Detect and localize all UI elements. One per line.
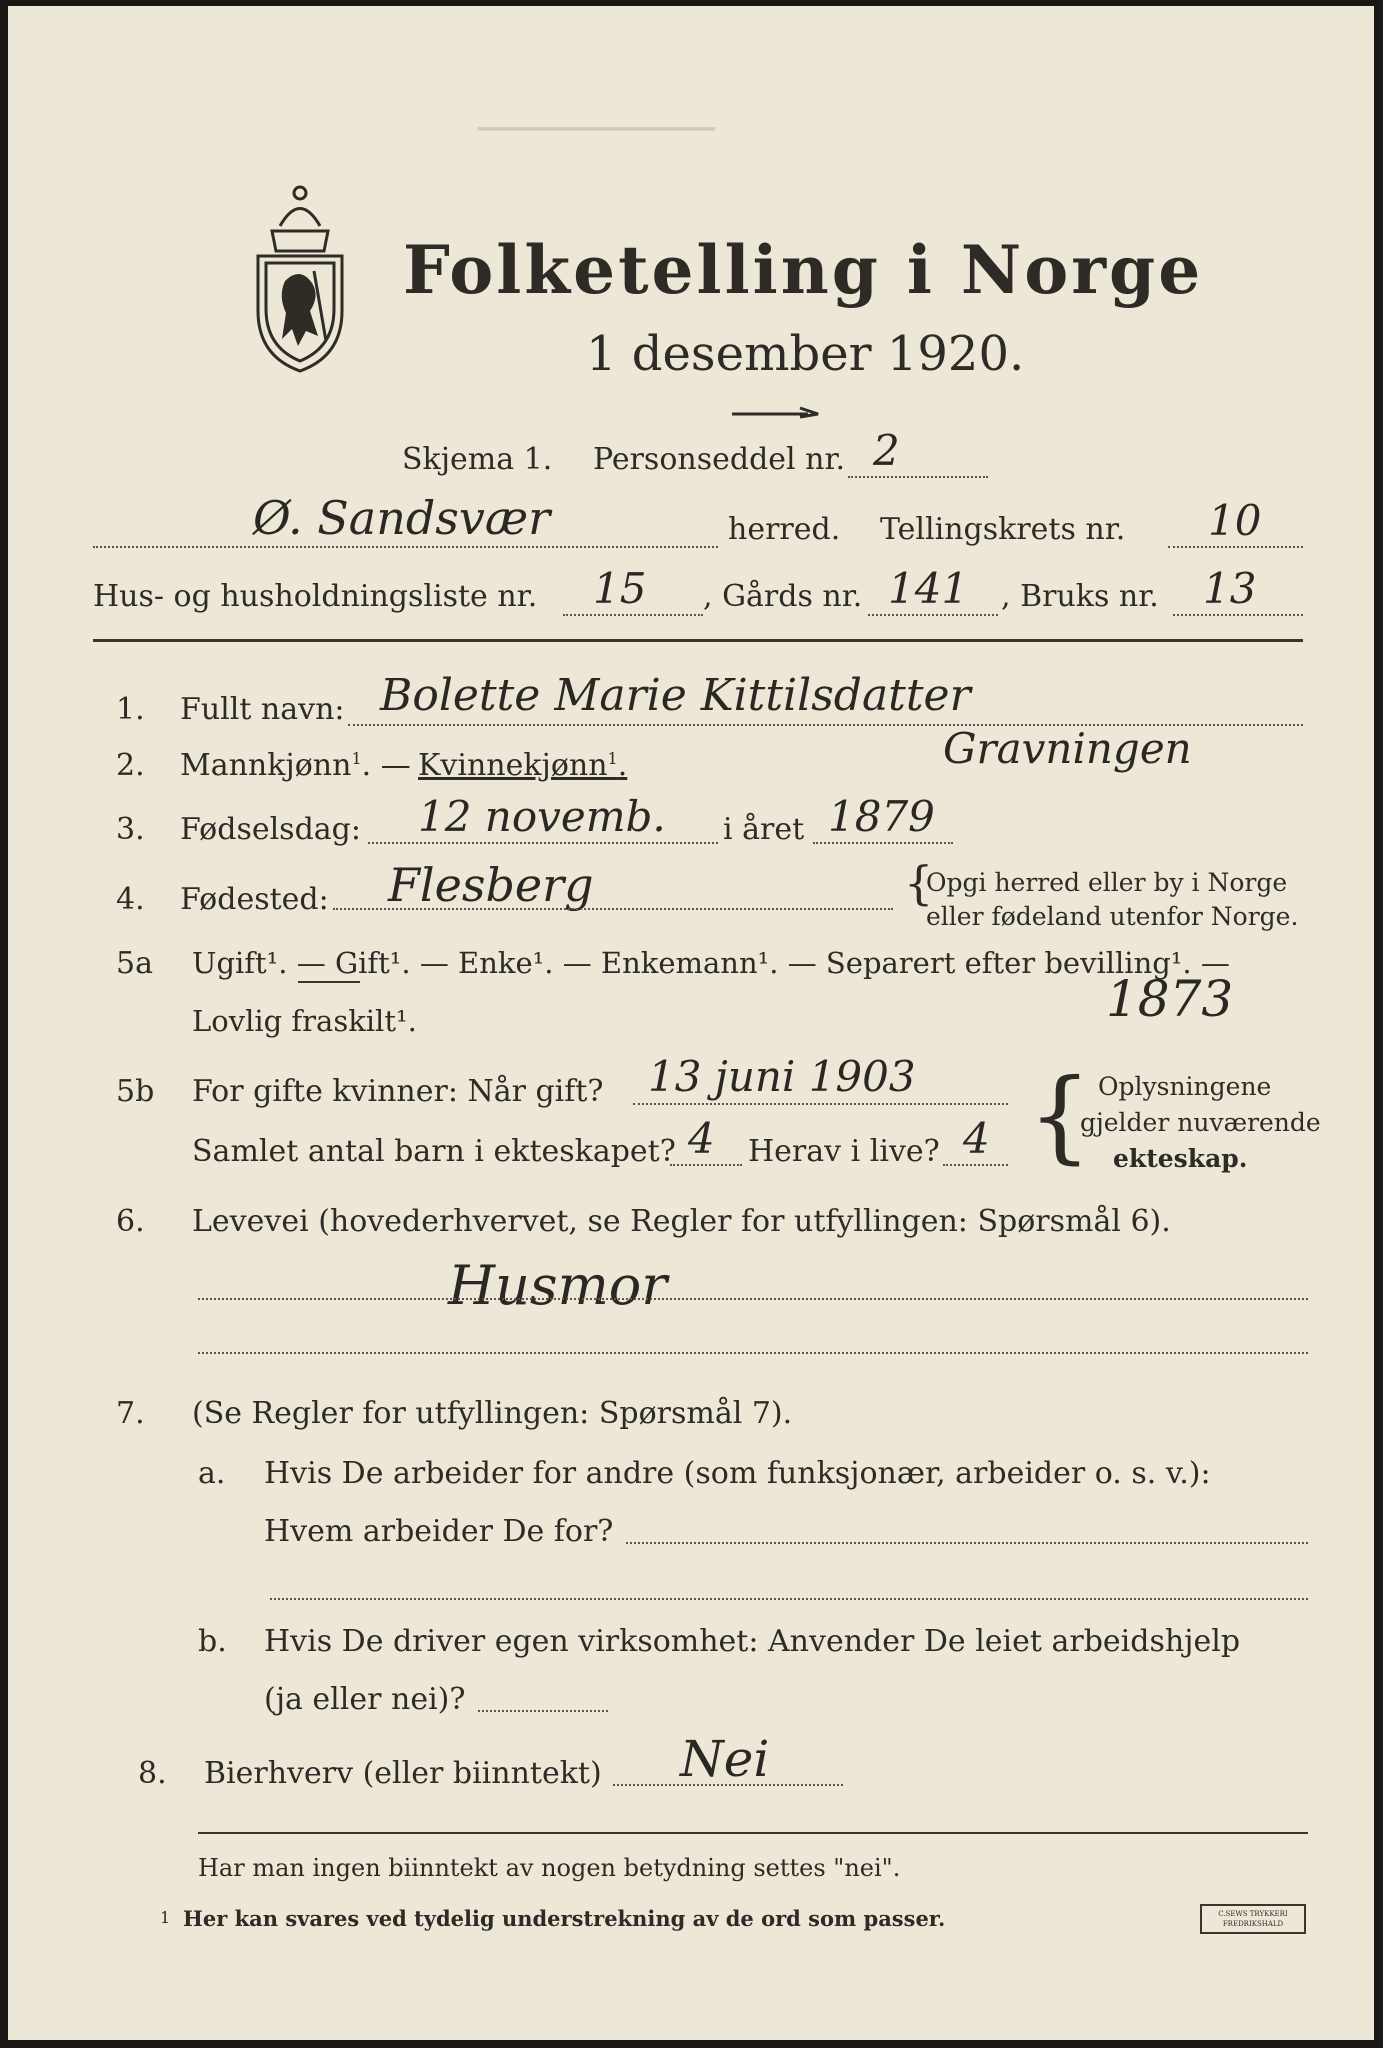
q3-year-label: i året	[723, 812, 805, 847]
q8-line	[613, 1784, 843, 1786]
q5b-note-line1: Oplysningene	[1098, 1072, 1272, 1101]
q2-number: 2.	[116, 748, 145, 783]
herred-line	[93, 546, 718, 548]
q3-day-line	[368, 842, 718, 844]
q5b-alive-line	[943, 1164, 1008, 1166]
gards-value: 141	[888, 564, 969, 613]
q1-label: Fullt navn:	[180, 692, 345, 727]
bruks-label: , Bruks nr.	[1001, 579, 1159, 614]
q5a-number: 5a	[116, 946, 153, 981]
q5b-note-line3: ekteskap.	[1113, 1144, 1248, 1173]
q4-answer: Flesberg	[388, 858, 594, 912]
q7-number: 7.	[116, 1396, 145, 1431]
q3-number: 3.	[116, 812, 145, 847]
q5b-children-label: Samlet antal barn i ekteskapet?	[192, 1134, 676, 1169]
q6-line1	[198, 1298, 1308, 1300]
herred-label: herred.	[728, 512, 841, 547]
q7-label: (Se Regler for utfyllingen: Spørsmål 7).	[192, 1396, 793, 1431]
q2-mannkjonn: Mannkjønn$^1$. —	[180, 748, 411, 783]
q1-answer-surname: Gravningen	[943, 724, 1192, 773]
coat-of-arms-icon	[240, 171, 360, 376]
header-divider	[93, 639, 1303, 642]
skjema-label: Skjema 1.	[402, 442, 553, 477]
q3-year: 1879	[828, 792, 935, 841]
q5b-married-label: For gifte kvinner: Når gift?	[192, 1074, 604, 1109]
tellingskrets-line	[1168, 546, 1303, 548]
personseddel-value: 2	[873, 426, 900, 475]
page-title: Folketelling i Norge	[403, 231, 1204, 309]
q6-number: 6.	[116, 1204, 145, 1239]
q7a-line1: Hvis De arbeider for andre (som funksjonær, arbeider o. s. v.):	[264, 1456, 1211, 1491]
q7b-letter: b.	[198, 1624, 227, 1659]
printer-stamp-text: C.SEWS TRYKKERI FREDRIKSHALD	[1218, 1910, 1288, 1928]
gards-label: , Gårds nr.	[703, 579, 863, 614]
hus-line	[563, 614, 703, 616]
q5a-gift-underline	[298, 981, 360, 983]
personseddel-label: Personseddel nr.	[593, 442, 846, 477]
title-ornament	[730, 404, 820, 418]
q5b-married-line	[633, 1103, 1008, 1105]
q7b-answer-line	[478, 1710, 608, 1712]
q6-line2	[198, 1352, 1308, 1354]
q7b-line2: (ja eller nei)?	[264, 1682, 466, 1717]
q3-day: 12 novemb.	[418, 792, 666, 841]
footnote-text: Her kan svares ved tydelig understrekning av de ord som passer.	[183, 1906, 946, 1931]
q4-line	[333, 908, 893, 910]
q5b-alive-value: 4	[963, 1114, 990, 1163]
personseddel-line	[848, 476, 988, 478]
q5b-note-line2: gjelder nuværende	[1080, 1108, 1321, 1137]
q6-label: Levevei (hovederhvervet, se Regler for utfyllingen: Spørsmål 6).	[192, 1204, 1171, 1239]
q5b-number: 5b	[116, 1074, 155, 1109]
q3-year-line	[813, 842, 953, 844]
q5a-margin-note: 1873	[1106, 970, 1234, 1028]
q8-label: Bierhverv (eller biinntekt)	[204, 1756, 602, 1791]
census-form-sheet	[8, 6, 1374, 2040]
gards-line	[868, 614, 998, 616]
census-date: 1 desember 1920.	[586, 326, 1025, 382]
q4-note-line1: Opgi herred eller by i Norge	[926, 868, 1288, 897]
footnote-mark: 1	[160, 1908, 171, 1927]
q3-label: Fødselsdag:	[180, 812, 361, 847]
q7a-answer-line2	[270, 1598, 1308, 1600]
q5b-children-line	[670, 1164, 742, 1166]
q1-number: 1.	[116, 692, 145, 727]
q5a-line1: Ugift¹. — Gift¹. — Enke¹. — Enkemann¹. — Separert efter bevilling¹. —	[192, 946, 1230, 980]
q7a-line2: Hvem arbeider De for?	[264, 1514, 614, 1549]
q4-note-line2: eller fødeland utenfor Norge.	[926, 902, 1299, 931]
q4-number: 4.	[116, 882, 145, 917]
bleed-through: ▁▁▁▁▁▁▁▁▁▁▁▁▁▁	[478, 106, 715, 131]
tellingskrets-label: Tellingskrets nr.	[880, 512, 1126, 547]
q5b-alive-label: Herav i live?	[748, 1134, 940, 1169]
q8-number: 8.	[138, 1756, 167, 1791]
q1-answer: Bolette Marie Kittilsdatter	[380, 670, 971, 721]
footer-divider	[198, 1832, 1308, 1834]
footer-note: Har man ingen biinntekt av nogen betydning settes "nei".	[198, 1854, 901, 1882]
hus-value: 15	[593, 564, 647, 613]
tellingskrets-value: 10	[1208, 496, 1262, 545]
q6-answer: Husmor	[448, 1254, 668, 1317]
q5a-line2: Lovlig fraskilt¹.	[192, 1004, 417, 1038]
q7a-letter: a.	[198, 1456, 226, 1491]
q5b-children-value: 4	[688, 1114, 715, 1163]
q7b-line1: Hvis De driver egen virksomhet: Anvender De leiet arbeidshjelp	[264, 1624, 1241, 1659]
q8-answer: Nei	[680, 1730, 770, 1788]
q5b-married-value: 13 juni 1903	[648, 1052, 916, 1101]
q7a-answer-line	[626, 1542, 1308, 1544]
q4-brace: {	[904, 856, 934, 910]
hus-label: Hus- og husholdningsliste nr.	[93, 579, 538, 614]
q5b-brace: {	[1028, 1057, 1092, 1174]
bruks-value: 13	[1203, 564, 1257, 613]
herred-value: Ø. Sandsvær	[253, 491, 551, 545]
bruks-line	[1173, 614, 1303, 616]
printer-stamp	[1200, 1904, 1306, 1934]
q2-kvinnekjonn: Kvinnekjønn$^1$.	[418, 748, 628, 783]
q4-label: Fødested:	[180, 882, 329, 917]
